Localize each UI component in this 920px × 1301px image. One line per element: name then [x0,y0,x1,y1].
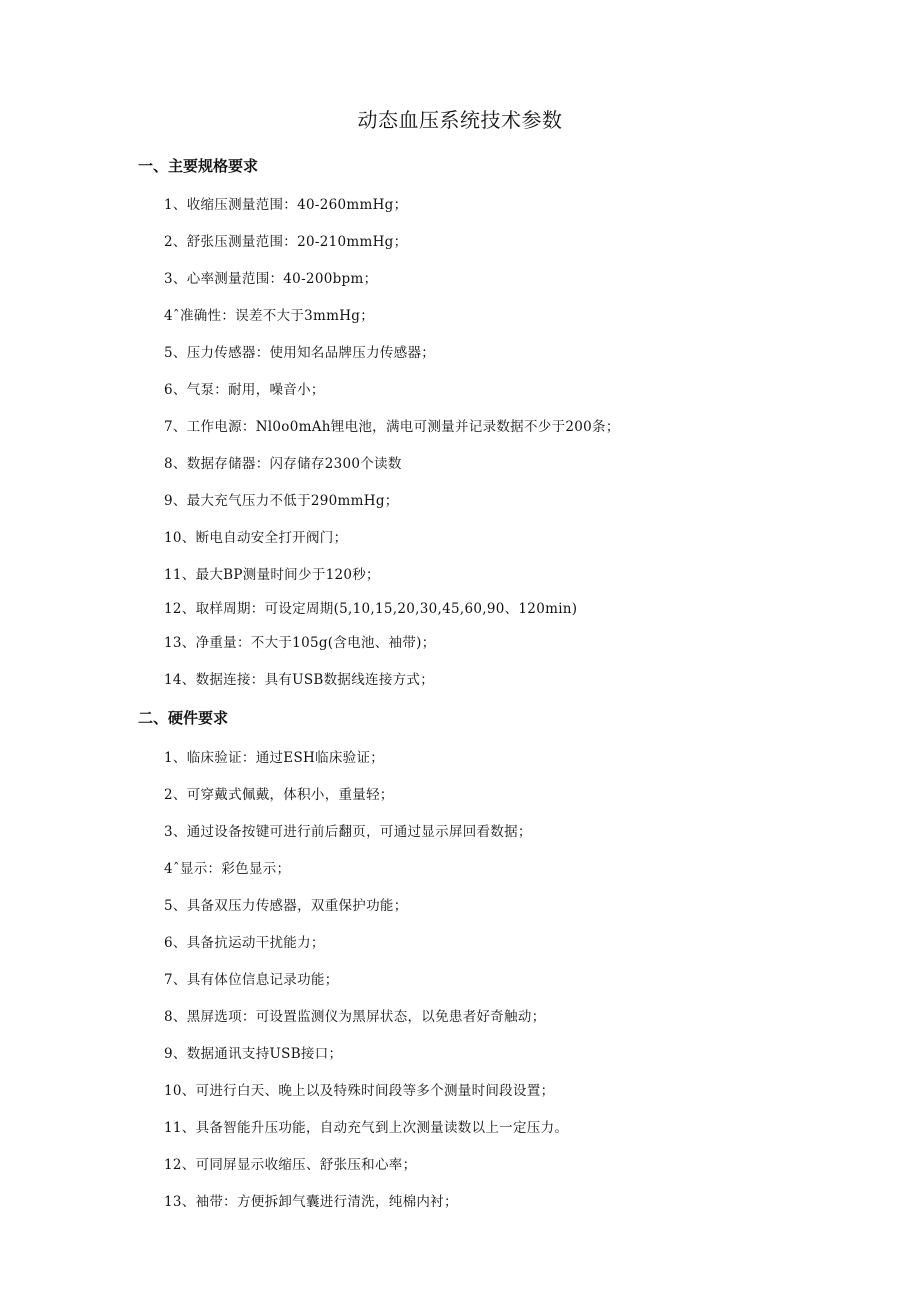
section-heading-main-specs: 一、主要规格要求 [138,157,259,175]
document-title: 动态血压系统技术参数 [357,108,563,132]
list-item: 13、净重量：不大于105g(含电池、袖带)； [164,635,436,651]
list-item: 10、可进行白天、晚上以及特殊时间段等多个测量时间段设置； [164,1083,555,1099]
list-item: 12、可同屏显示收缩压、舒张压和心率； [164,1157,417,1173]
list-item: 11、最大BP测量时间少于120秒； [164,567,380,583]
list-item: 5、压力传感器：使用知名品牌压力传感器； [164,345,436,361]
list-item: 4ˆ准确性：误差不大于3mmHg； [164,308,375,324]
list-item: 9、最大充气压力不低于290mmHg； [164,493,399,509]
list-item: 5、具备双压力传感器，双重保护功能； [164,898,408,914]
list-item: 14、数据连接：具有USB数据线连接方式； [164,672,435,688]
list-item: 2、舒张压测量范围：20-210mmHg； [164,234,408,250]
list-item: 2、可穿戴式佩戴，体积小，重量轻； [164,787,394,803]
list-item: 8、黑屏选项：可设置监测仪为黑屏状态，以免患者好奇触动； [164,1009,546,1025]
section-heading-hardware: 二、硬件要求 [138,709,229,727]
list-item: 4ˆ显示：彩色显示； [164,861,291,877]
list-item: 10、断电自动安全打开阀门； [164,530,348,546]
list-item: 1、临床验证：通过ESH临床验证； [164,750,385,766]
list-item: 6、具备抗运动干扰能力； [164,935,325,951]
list-item: 7、具有体位信息记录功能； [164,972,339,988]
list-item: 3、通过设备按键可进行前后翻页，可通过显示屏回看数据； [164,824,532,840]
list-item: 1、收缩压测量范围：40-260mmHg； [164,197,408,213]
list-item: 6、气泵：耐用，噪音小； [164,382,325,398]
list-item: 3、心率测量范围：40-200bpm； [164,271,378,287]
list-item: 11、具备智能升压功能，自动充气到上次测量读数以上一定压力。 [164,1120,569,1136]
list-item: 12、取样周期：可设定周期(5,10,15,20,30,45,60,90、120min) [164,601,578,617]
list-item: 8、数据存储器：闪存储存2300个读数 [164,456,402,472]
list-item: 7、工作电源：Nl0o0mAh锂电池，满电可测量并记录数据不少于200条； [164,419,620,435]
list-item: 13、袖带：方便拆卸气囊进行清洗，纯棉内衬； [164,1194,458,1210]
list-item: 9、数据通讯支持USB接口； [164,1046,343,1062]
